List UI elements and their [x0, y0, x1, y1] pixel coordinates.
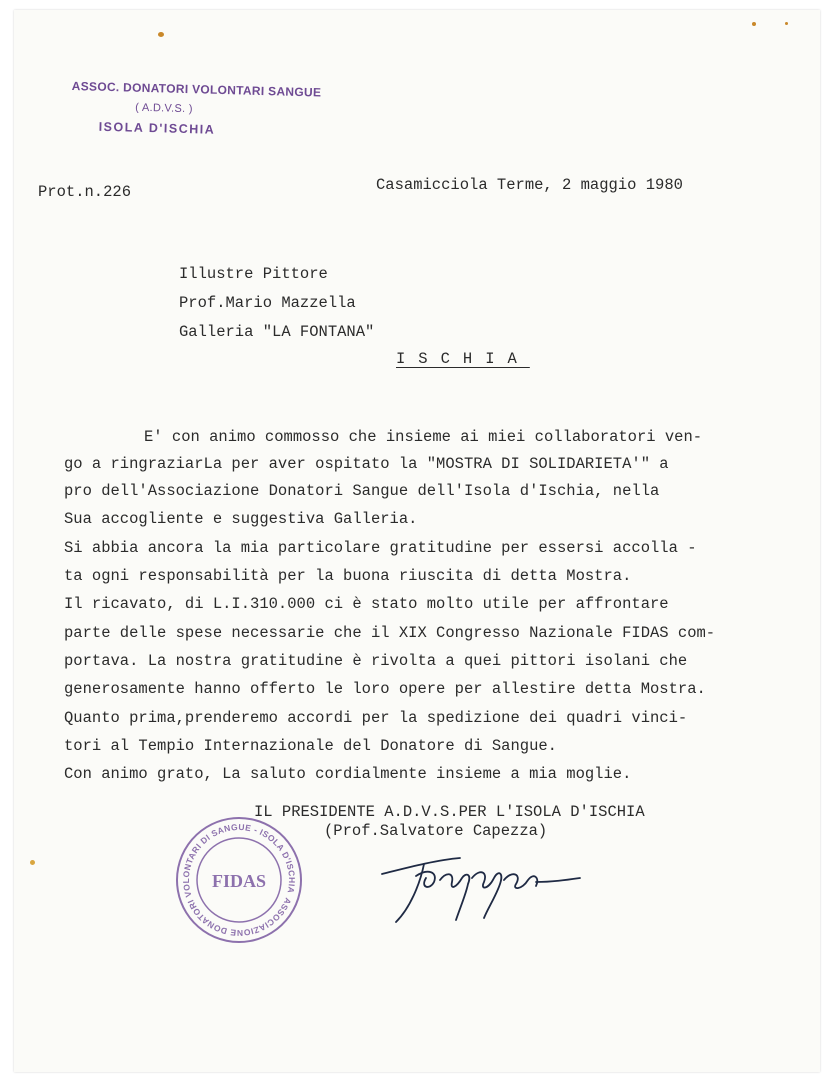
body-line: generosamente hanno offerto le loro opere per allestire detta Mostra. — [64, 680, 706, 698]
body-line: E' con animo commosso che insieme ai miei collaboratori ven- — [144, 428, 703, 446]
signatory-name: (Prof.Salvatore Capezza) — [324, 822, 548, 840]
recipient-line-1: Illustre Pittore — [179, 265, 328, 283]
body-line: go a ringraziarLa per aver ospitato la "MOSTRA DI SOLIDARIETA'" a — [64, 455, 669, 473]
handwritten-signature — [376, 838, 586, 928]
body-line: parte delle spese necessarie che il XIX Congresso Nazionale FIDAS com- — [64, 624, 716, 642]
letter-page — [14, 10, 820, 1072]
letterhead-line-2: ( A.D.V.S. ) — [135, 101, 193, 116]
paper-stain — [30, 860, 35, 865]
letterhead-line-1: ASSOC. DONATORI VOLONTARI SANGUE — [71, 78, 322, 100]
seal-center-text: FIDAS — [211, 871, 267, 891]
paper-stain — [785, 22, 788, 25]
body-line: ta ogni responsabilità per la buona riuscita di detta Mostra. — [64, 567, 632, 585]
body-line: portava. La nostra gratitudine è rivolta a quei pittori isolani che — [64, 652, 688, 670]
body-line: Il ricavato, di L.I.310.000 ci è stato molto utile per affrontare — [64, 595, 669, 613]
recipient-line-3: Galleria "LA FONTANA" — [179, 323, 375, 341]
paper-stain — [752, 22, 756, 26]
seal-ring-text: ASSOCIAZIONE DONATORI VOLONTARI DI SANGUE - ISOLA D'ISCHIA — [180, 821, 298, 939]
recipient-city: ISCHIA — [396, 350, 530, 368]
body-line: Sua accogliente e suggestiva Galleria. — [64, 510, 418, 528]
body-line: Si abbia ancora la mia particolare gratitudine per essersi accolla - — [64, 539, 697, 557]
body-line: Quanto prima,prenderemo accordi per la spedizione dei quadri vinci- — [64, 709, 688, 727]
protocol-number: Prot.n.226 — [38, 183, 132, 201]
body-line: tori al Tempio Internazionale del Donatore di Sangue. — [64, 737, 557, 755]
body-line: pro dell'Associazione Donatori Sangue dell'Isola d'Ischia, nella — [64, 482, 660, 500]
body-line: Con animo grato, La saluto cordialmente insieme a mia moglie. — [64, 765, 632, 783]
paper-stain — [158, 32, 164, 37]
association-letterhead-stamp — [70, 76, 321, 143]
fidas-round-seal — [174, 815, 304, 945]
recipient-line-2: Prof.Mario Mazzella — [179, 294, 356, 312]
place-and-date: Casamicciola Terme, 2 maggio 1980 — [376, 176, 683, 194]
letterhead-line-3: ISOLA D'ISCHIA — [98, 119, 216, 137]
signatory-title: IL PRESIDENTE A.D.V.S.PER L'ISOLA D'ISCHIA — [254, 803, 645, 821]
